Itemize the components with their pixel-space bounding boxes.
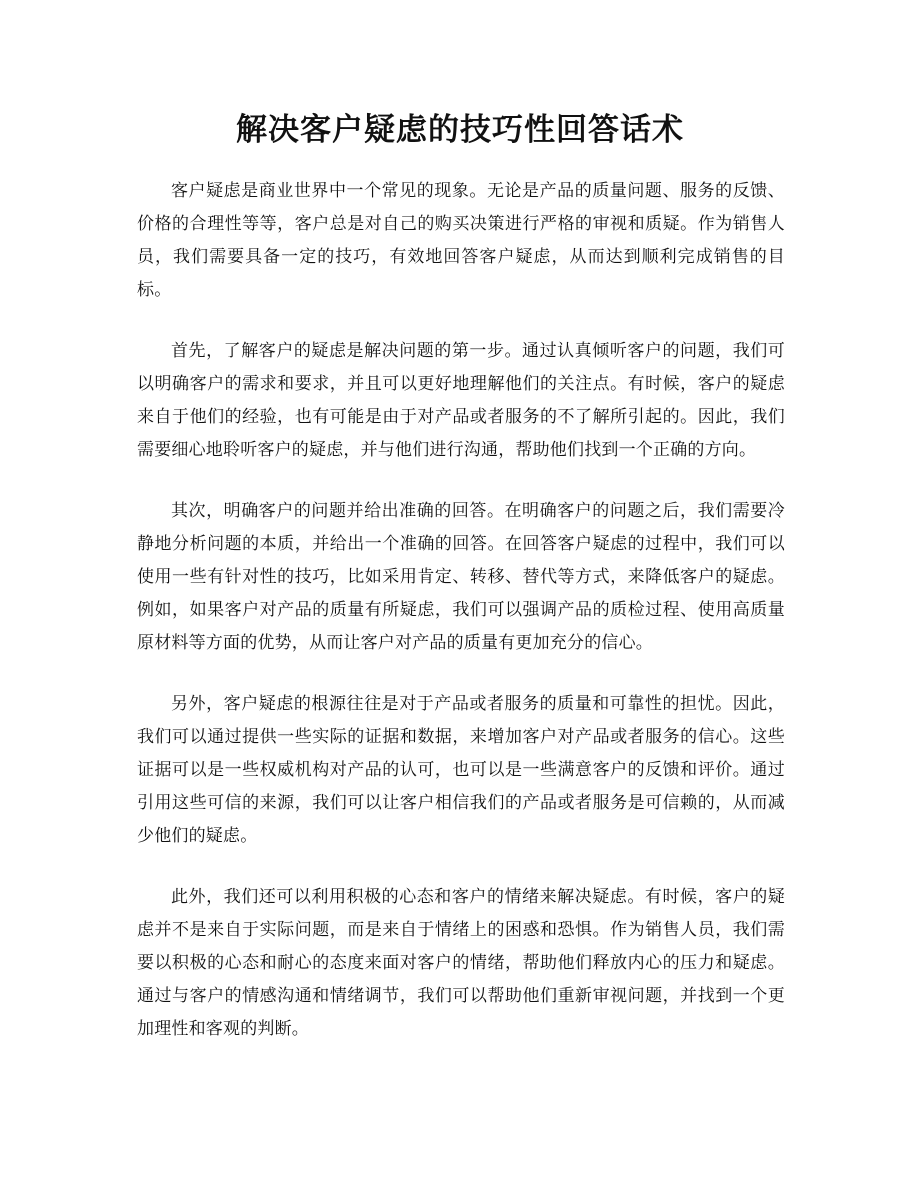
paragraph-5: 此外，我们还可以利用积极的心态和客户的情绪来解决疑虑。有时候，客户的疑虑并不是来自于实际问题，而是来自于情绪上的困惑和恐惧。作为销售人员，我们需要以积极的心态和耐心的态度来面对客户的情绪，帮助他们释放内心的压力和疑虑。通过与客户的情感沟通和情绪调节，我们可以帮助他们重新审视问题，并找到一个更加理性和客观的判断。	[137, 887, 785, 1039]
document-body	[137, 175, 785, 1074]
paragraph-4: 另外，客户疑虑的根源往往是对于产品或者服务的质量和可靠性的担忧。因此，我们可以通过提供一些实际的证据和数据，来增加客户对产品或者服务的信心。这些证据可以是一些权威机构对产品的认可，也可以是一些满意客户的反馈和评价。通过引用这些可信的来源，我们可以让客户相信我们的产品或者服务是可信赖的，从而减少他们的疑虑。	[137, 694, 785, 846]
document-title: 解决客户疑虑的技巧性回答话术	[236, 112, 684, 148]
paragraph-2: 首先，了解客户的疑虑是解决问题的第一步。通过认真倾听客户的问题，我们可以明确客户的需求和要求，并且可以更好地理解他们的关注点。有时候，客户的疑虑来自于他们的经验，也有可能是由于对产品或者服务的不了解所引起的。因此，我们需要细心地聆听客户的疑虑，并与他们进行沟通，帮助他们找到一个正确的方向。	[137, 341, 785, 460]
paragraph-3: 其次，明确客户的问题并给出准确的回答。在明确客户的问题之后，我们需要冷静地分析问题的本质，并给出一个准确的回答。在回答客户疑虑的过程中，我们可以使用一些有针对性的技巧，比如采用肯定、转移、替代等方式，来降低客户的疑虑。例如，如果客户对产品的质量有所疑虑，我们可以强调产品的质检过程、使用高质量原材料等方面的优势，从而让客户对产品的质量有更加充分的信心。	[137, 501, 785, 653]
paragraph-1: 客户疑虑是商业世界中一个常见的现象。无论是产品的质量问题、服务的反馈、价格的合理性等等，客户总是对自己的购买决策进行严格的审视和质疑。作为销售人员，我们需要具备一定的技巧，有效地回答客户疑虑，从而达到顺利完成销售的目标。	[137, 181, 785, 300]
